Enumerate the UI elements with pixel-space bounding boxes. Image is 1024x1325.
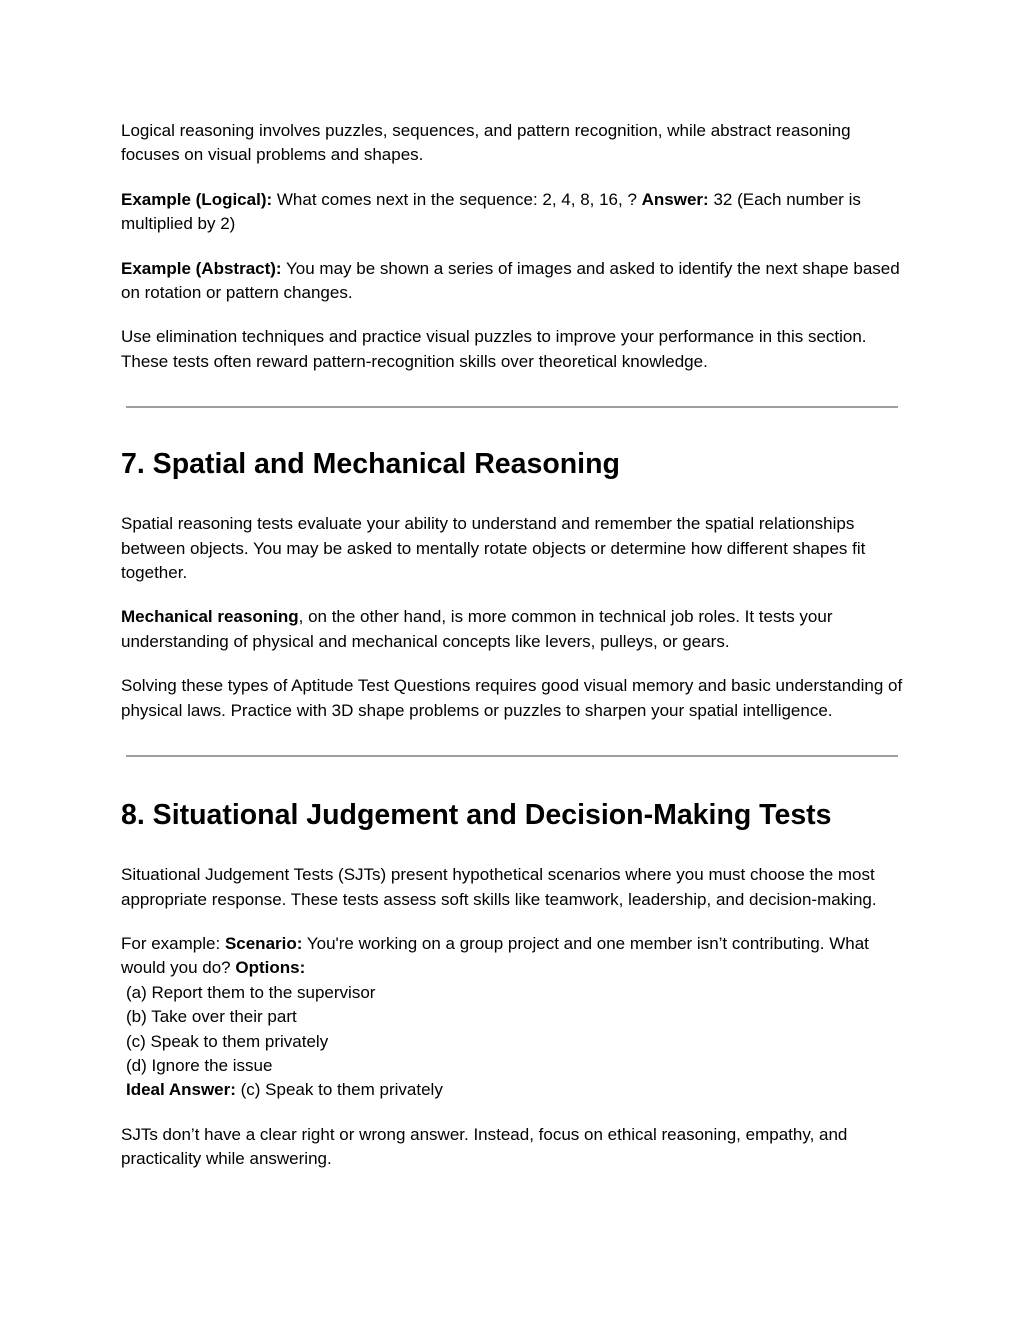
mechanical-reasoning-text: , on the other hand, is more common in technical job roles. It tests your understanding of physical and mechanical concepts like levers, pulleys, or gears. [121, 607, 833, 651]
sjt-closing-paragraph: SJTs don’t have a clear right or wrong answer. Instead, focus on ethical reasoning, empathy, and practicality while answering. [121, 1124, 848, 1169]
logical-reasoning-intro: Logical reasoning involves puzzles, sequences, and pattern recognition, while abstract reasoning focuses on visual problems and shapes. [121, 121, 851, 165]
mechanical-reasoning-paragraph [121, 605, 911, 654]
spatial-reasoning-paragraph: Spatial reasoning tests evaluate your ability to understand and remember the spatial relationships between objects. You may be asked to mentally rotate objects or determine how different shapes fit together. [121, 514, 866, 583]
option-item: (b) Take over their part [126, 1007, 297, 1027]
elimination-tip: Use elimination techniques and practice visual puzzles to improve your performance in this section. These tests often reward pattern-recognition skills over theoretical knowledge. [121, 327, 867, 371]
scenario-label: Scenario: [224, 933, 303, 953]
section-divider [126, 406, 898, 408]
option-item: (c) Speak to them privately [126, 1031, 329, 1051]
option-item: (d) Ignore the issue [126, 1055, 273, 1075]
example-logical-paragraph [121, 188, 911, 237]
example-logical-label: Example (Logical): [121, 189, 273, 209]
options-label: Options: [235, 958, 306, 978]
option-item: (a) Report them to the supervisor [126, 982, 376, 1002]
ideal-answer-line [121, 1078, 911, 1102]
example-abstract-text: You may be shown a series of images and asked to identify the next shape based on rotation or pattern changes. [121, 258, 900, 303]
section-7-heading: 7. Spatial and Mechanical Reasoning [121, 448, 620, 481]
ideal-answer-label: Ideal Answer: [126, 1080, 236, 1100]
mechanical-reasoning-label: Mechanical reasoning [121, 607, 299, 627]
answer-text: 32 (Each number is multiplied by 2) [121, 189, 861, 234]
example-abstract-paragraph [121, 257, 911, 306]
spatial-tips-paragraph: Solving these types of Aptitude Test Questions requires good visual memory and basic understanding of physical laws. Practice with 3D shape problems or puzzles to sharpen your spatial intelligence. [121, 676, 903, 720]
document-page [121, 119, 911, 1192]
section-divider [126, 755, 898, 757]
example-logical-text: What comes next in the sequence: 2, 4, 8, 16, ? [272, 189, 642, 209]
example-abstract-label: Example (Abstract): [121, 258, 282, 278]
for-example-text: For example: [121, 933, 225, 953]
sjt-example-paragraph [121, 932, 911, 1103]
scenario-text: You're working on a group project and one member isn’t contributing. What would you do? [121, 933, 869, 978]
section-8-heading: 8. Situational Judgement and Decision-Making Tests [121, 799, 832, 832]
sjt-intro-paragraph: Situational Judgement Tests (SJTs) present hypothetical scenarios where you must choose the most appropriate response. These tests assess soft skills like teamwork, leadership, and decision-making. [121, 865, 877, 909]
answer-label: Answer: [641, 189, 709, 209]
ideal-answer-text: (c) Speak to them privately [235, 1080, 443, 1100]
